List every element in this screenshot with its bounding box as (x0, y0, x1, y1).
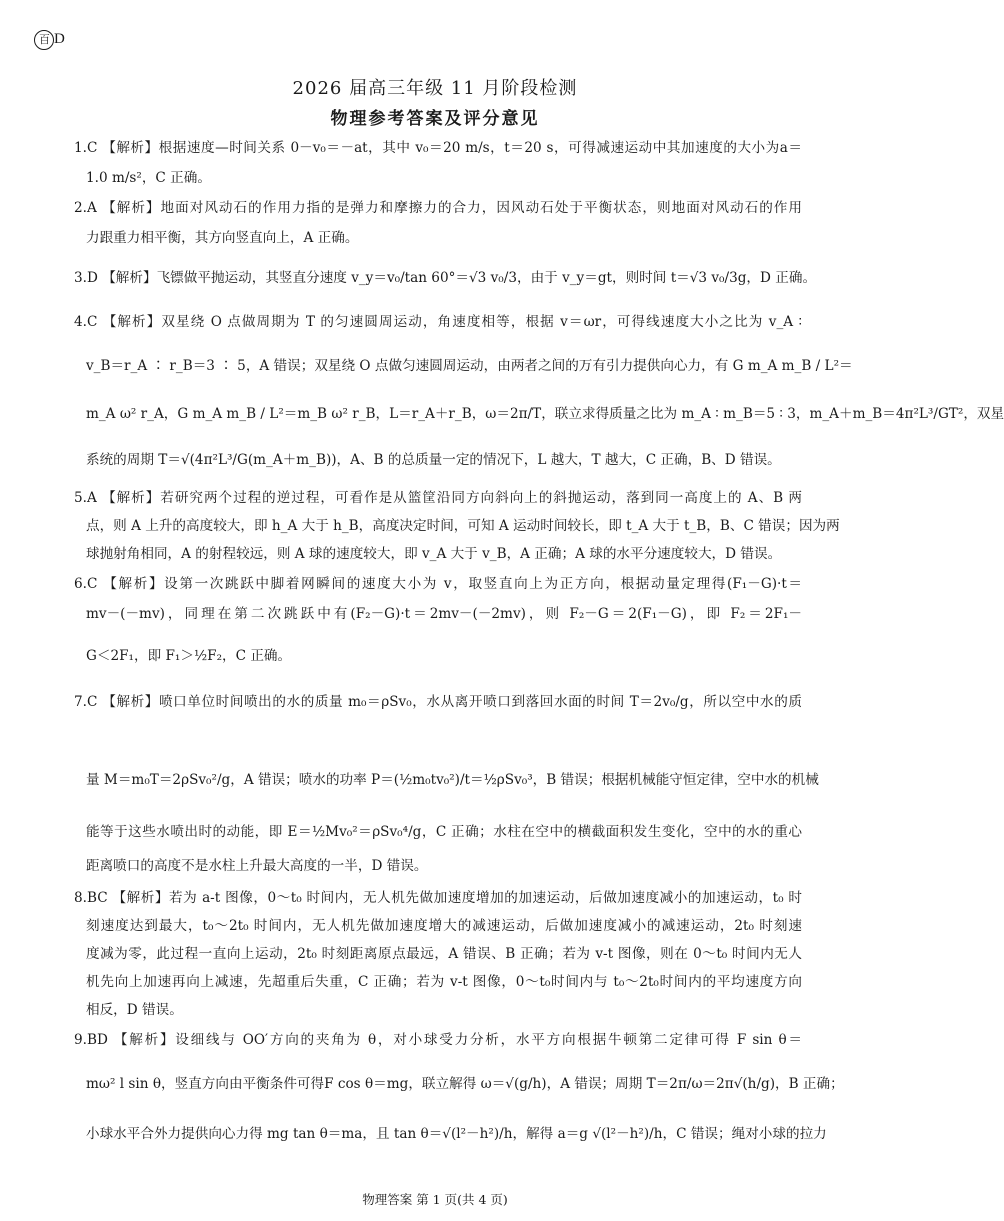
answer-line: 8.BC 【解析】若为 a-t 图像，0～t₀ 时间内，无人机先做加速度增加的加速运动，后做加速度减小的加速运动，t₀ 时 (74, 890, 802, 906)
answer-line: 9.BD 【解析】设细线与 OO′方向的夹角为 θ，对小球受力分析，水平方向根据牛顿第二定律可得 F sin θ＝ (74, 1032, 802, 1048)
answer-line: 5.A 【解析】若研究两个过程的逆过程，可看作是从篮筐沿同方向斜向上的斜抛运动，落到同一高度上的 A、B 两 (74, 490, 802, 506)
page-title: 2026 届高三年级 11 月阶段检测 (292, 78, 578, 99)
answer-line: 1.C 【解析】根据速度—时间关系 0－v₀＝－at，其中 v₀＝20 m/s，t＝20 s，可得减速运动中其加速度的大小为a＝ (74, 140, 802, 156)
answer-line: 2.A 【解析】地面对风动石的作用力指的是弹力和摩擦力的合力，因风动石处于平衡状态，则地面对风动石的作用 (74, 200, 802, 216)
answer-line: mω² l sin θ，竖直方向由平衡条件可得F cos θ＝mg，联立解得 ω＝√(g/h)，A 错误；周期 T＝2π/ω＝2π√(h/g)，B 正确； (86, 1076, 844, 1092)
answer-line: G＜2F₁，即 F₁＞½F₂，C 正确。 (86, 648, 292, 664)
answer-line: m_A ω² r_A，G m_A m_B / L²＝m_B ω² r_B，L＝r_A＋r_B，ω＝2π/T，联立求得质量之比为 m_A ∶ m_B＝5 ∶ 3，m_A＋m_B＝4π²L³/GT²，双星 (86, 406, 1004, 422)
answer-line: mv－(－mv)，同理在第二次跳跃中有(F₂－G)·t＝2mv－(－2mv)，则 F₂－G＝2(F₁－G)，即 F₂＝2F₁－ (86, 606, 802, 622)
answer-line: 距离喷口的高度不是水柱上升最大高度的一半，D 错误。 (86, 858, 428, 874)
page-footer: 物理答案 第 1 页(共 4 页) (362, 1192, 508, 1207)
answer-line: v_B＝r_A ∶ r_B＝3 ∶ 5，A 错误；双星绕 O 点做匀速圆周运动，由两者之间的万有引力提供向心力，有 G m_A m_B / L²＝ (86, 358, 853, 374)
answer-line: 1.0 m/s²，C 正确。 (86, 170, 211, 186)
answer-line: 能等于这些水喷出时的动能，即 E＝½Mv₀²＝ρSv₀⁴/g，C 正确；水柱在空中的横截面积发生变化，空中的水的重心 (86, 824, 802, 840)
answer-line: 4.C 【解析】双星绕 O 点做周期为 T 的匀速圆周运动，角速度相等，根据 v＝ωr，可得线速度大小之比为 v_A ∶ (74, 314, 802, 330)
answer-line: 相反，D 错误。 (86, 1002, 183, 1018)
answer-line: 量 M＝m₀T＝2ρSv₀²/g，A 错误；喷水的功率 P＝(½m₀tv₀²)/t＝½ρSv₀³，B 错误；根据机械能守恒定律，空中水的机械 (86, 772, 819, 788)
answer-line: 刻速度达到最大，t₀～2t₀ 时间内，无人机先做加速度增大的减速运动，后做加速度减小的减速运动，2t₀ 时刻速 (86, 918, 802, 934)
answer-line: 机先向上加速再向上减速，先超重后失重，C 正确；若为 v-t 图像，0～t₀时间内与 t₀～2t₀时间内的平均速度方向 (86, 974, 802, 990)
answer-line: 度减为零，此过程一直向上运动，2t₀ 时刻距离原点最远，A 错误、B 正确；若为 v-t 图像，则在 0～t₀ 时间内无人 (86, 946, 802, 962)
page-subtitle: 物理参考答案及评分意见 (330, 109, 540, 129)
answer-line: 6.C 【解析】设第一次跳跃中脚着网瞬间的速度大小为 v，取竖直向上为正方向，根据动量定理得(F₁－G)·t＝ (74, 576, 802, 592)
answer-line: 7.C 【解析】喷口单位时间喷出的水的质量 m₀＝ρSv₀，水从离开喷口到落回水面的时间 T＝2v₀/g，所以空中水的质 (74, 694, 802, 710)
answer-line: 系统的周期 T＝√(4π²L³/G(m_A＋m_B))，A、B 的总质量一定的情况下，L 越大，T 越大，C 正确，B、D 错误。 (86, 452, 781, 468)
publisher-logo (34, 30, 64, 50)
answer-line: 球抛射角相同，A 的射程较远，则 A 球的速度较大，即 v_A 大于 v_B，A 正确；A 球的水平分速度较大，D 错误。 (86, 546, 782, 562)
answer-line: 点，则 A 上升的高度较大，即 h_A 大于 h_B，高度决定时间，可知 A 运动时间较长，即 t_A 大于 t_B，B、C 错误；因为两 (86, 518, 840, 534)
logo-circle-glyph: 百 (34, 30, 54, 50)
logo-suffix: D (54, 31, 64, 47)
answer-line: 小球水平合外力提供向心力得 mg tan θ＝ma，且 tan θ＝√(l²－h²)/h，解得 a＝g √(l²－h²)/h，C 错误；绳对小球的拉力 (86, 1126, 827, 1142)
answer-line: 力跟重力相平衡，其方向竖直向上，A 正确。 (86, 230, 359, 246)
answer-line: 3.D 【解析】飞镖做平抛运动，其竖直分速度 v_y＝v₀/tan 60°＝√3 v₀/3，由于 v_y＝gt，则时间 t＝√3 v₀/3g，D 正确。 (74, 270, 817, 286)
